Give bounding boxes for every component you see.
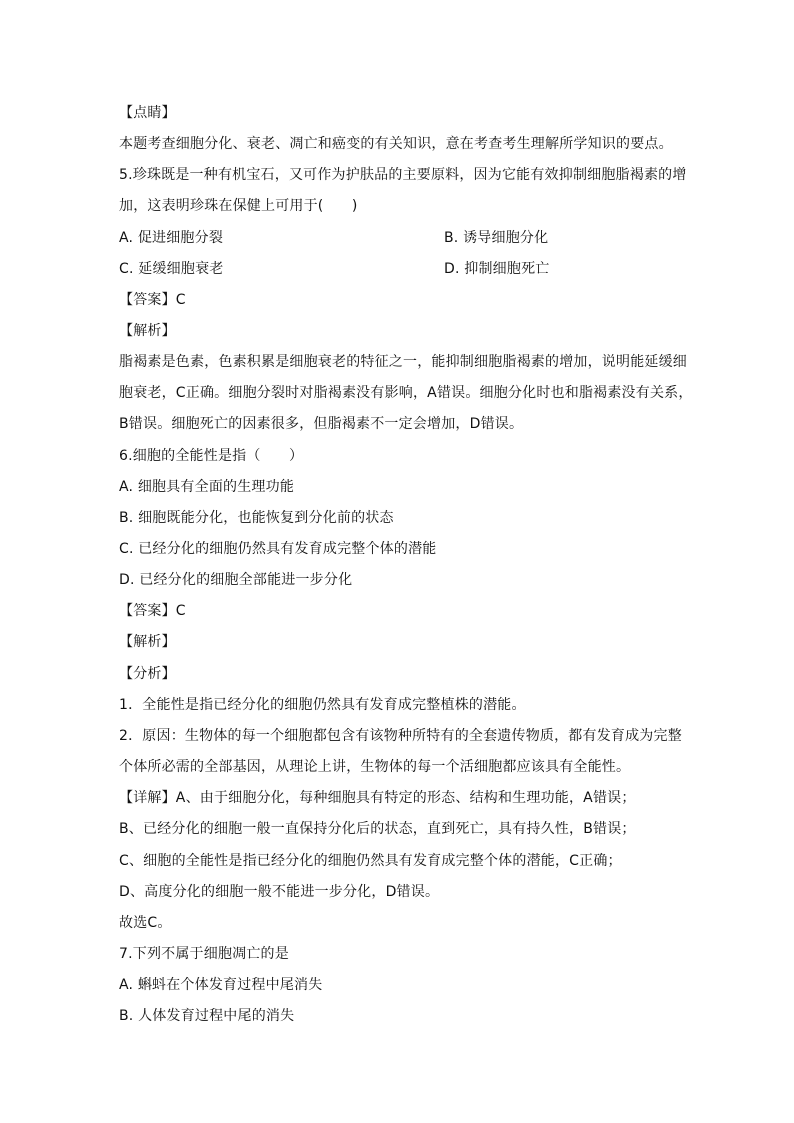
q7-option-a: A. 蝌蚪在个体发育过程中尾消失 [119, 977, 323, 993]
q6-detail-a: 【详解】A、由于细胞分化，每种细胞具有特定的形态、结构和生理功能，A错误； [119, 790, 636, 806]
q5-option-b: B. 诱导细胞分化 [444, 230, 549, 246]
dianjing-heading: 【点睛】 [119, 105, 176, 121]
q6-fenxi-heading: 【分析】 [119, 666, 176, 682]
q5-stem-line-2: 加，这表明珍珠在保健上可用于( ) [119, 198, 358, 214]
q6-analysis-point-2a: 2．原因：生物体的每一个细胞都包含有该物种所特有的全套遗传物质，都有发育成为完整 [119, 728, 682, 744]
q5-option-c: C. 延缓细胞衰老 [119, 261, 224, 277]
q7-option-b: B. 人体发育过程中尾的消失 [119, 1008, 295, 1024]
q6-option-c: C. 已经分化的细胞仍然具有发育成完整个体的潜能 [119, 541, 437, 557]
q5-explanation-line-2: 胞衰老，C正确。细胞分裂时对脂褐素没有影响，A错误。细胞分化时也和脂褐素没有关系， [119, 385, 693, 401]
q6-detail-c: C、细胞的全能性是指已经分化的细胞仍然具有发育成完整个体的潜能，C正确； [119, 853, 622, 869]
q5-answer: 【答案】C [119, 292, 186, 308]
q6-analysis-point-1: 1．全能性是指已经分化的细胞仍然具有发育成完整植株的潜能。 [119, 697, 526, 713]
q6-option-b: B. 细胞既能分化，也能恢复到分化前的状态 [119, 510, 394, 526]
q7-stem: 7.下列不属于细胞凋亡的是 [119, 946, 289, 962]
q6-jiexi-heading: 【解析】 [119, 634, 176, 650]
q5-option-a: A. 促进细胞分裂 [119, 230, 224, 246]
q6-stem: 6.细胞的全能性是指（ ） [119, 448, 304, 464]
q6-option-a: A. 细胞具有全面的生理功能 [119, 479, 295, 495]
q6-detail-b: B、已经分化的细胞一般一直保持分化后的状态，直到死亡，具有持久性，B错误； [119, 821, 636, 837]
q6-option-d: D. 已经分化的细胞全部能进一步分化 [119, 572, 353, 588]
dianjing-text: 本题考查细胞分化、衰老、凋亡和癌变的有关知识，意在考查考生理解所学知识的要点。 [119, 136, 673, 152]
q6-choose: 故选C。 [119, 915, 172, 931]
q5-stem-line-1: 5.珍珠既是一种有机宝石，又可作为护肤品的主要原料，因为它能有效抑制细胞脂褐素的增 [119, 167, 687, 183]
q5-explanation-line-3: B错误。细胞死亡的因素很多，但脂褐素不一定会增加，D错误。 [119, 416, 524, 432]
q6-answer: 【答案】C [119, 603, 186, 619]
q6-detail-d: D、高度分化的细胞一般不能进一步分化，D错误。 [119, 884, 440, 900]
q6-analysis-point-2b: 个体所必需的全部基因，从理论上讲，生物体的每一个活细胞都应该具有全能性。 [119, 759, 631, 775]
q5-option-d: D. 抑制细胞死亡 [444, 261, 550, 277]
q5-jiexi-heading: 【解析】 [119, 323, 176, 339]
q5-explanation-line-1: 脂褐素是色素，色素积累是细胞衰老的特征之一，能抑制细胞脂褐素的增加，说明能延缓细 [119, 354, 687, 370]
